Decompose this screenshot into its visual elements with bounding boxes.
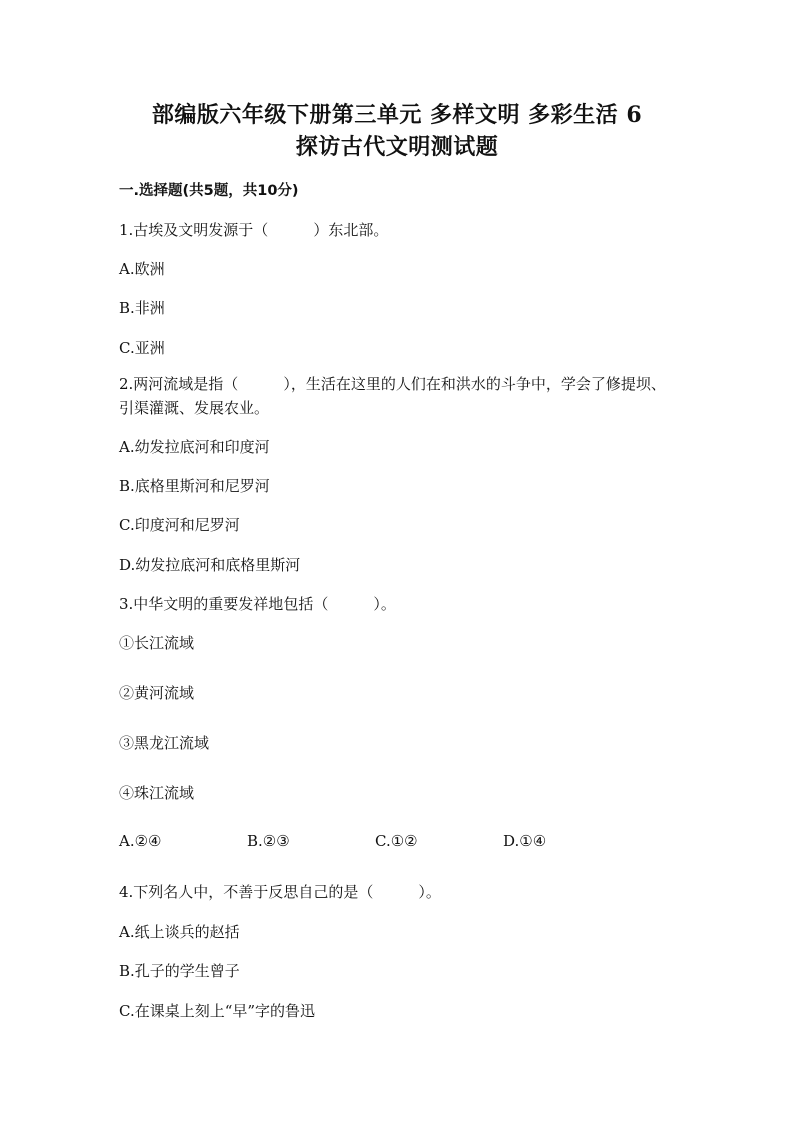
- question-4-option-b: B.孔子的学生曾子: [119, 962, 240, 980]
- question-2-option-a: A.幼发拉底河和印度河: [119, 438, 270, 456]
- question-1-option-b: B.非洲: [119, 299, 165, 317]
- question-2-option-b: B.底格里斯河和尼罗河: [119, 477, 270, 495]
- question-4-stem: 4.下列名人中，不善于反思自己的是（ ）。: [119, 883, 441, 901]
- question-3-option-b: B.②③: [247, 832, 290, 850]
- question-3-option-c: C.①②: [375, 832, 418, 850]
- question-3-item-4: ④珠江流域: [119, 784, 195, 802]
- question-1-option-a: A.欧洲: [119, 260, 165, 278]
- question-1-stem: 1.古埃及文明发源于（ ）东北部。: [119, 221, 389, 239]
- question-2-stem: 2.两河流域是指（ ），生活在这里的人们在和洪水的斗争中，学会了修提坝、引渠灌溉、发展农业。: [119, 375, 666, 417]
- question-3-option-d: D.①④: [503, 832, 547, 850]
- document-title-line-1: 部编版六年级下册第三单元 多样文明 多彩生活 6: [151, 102, 643, 128]
- question-3-option-a: A.②④: [119, 832, 162, 850]
- question-3-stem: 3.中华文明的重要发祥地包括（ ）。: [119, 595, 396, 613]
- question-2-option-c: C.印度河和尼罗河: [119, 516, 240, 534]
- question-2-option-d: D.幼发拉底河和底格里斯河: [119, 556, 301, 574]
- question-3-item-2: ②黄河流域: [119, 684, 195, 702]
- question-1-option-c: C.亚洲: [119, 339, 165, 357]
- section-heading: 一.选择题(共5题，共10分): [119, 183, 299, 199]
- question-3-item-1: ①长江流域: [119, 634, 195, 652]
- document-title-line-2: 探访古代文明测试题: [295, 134, 499, 160]
- question-4-option-a: A.纸上谈兵的赵括: [119, 923, 240, 941]
- question-3-item-3: ③黑龙江流域: [119, 734, 210, 752]
- question-4-option-c: C.在课桌上刻上“早”字的鲁迅: [119, 1002, 316, 1020]
